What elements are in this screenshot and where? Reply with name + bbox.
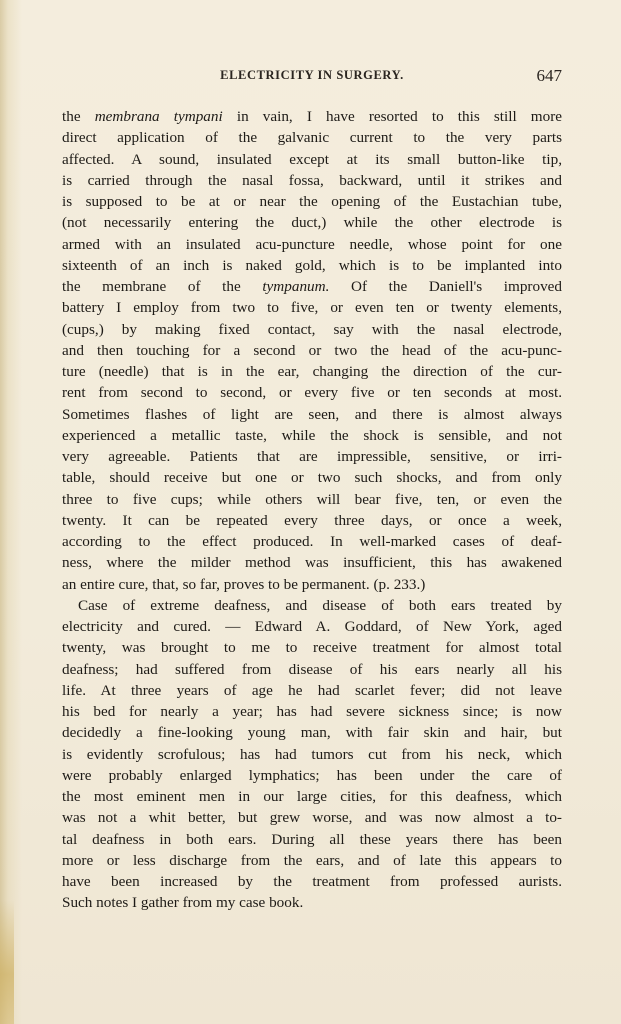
- running-head: [62, 66, 562, 88]
- paragraph: [62, 595, 562, 914]
- text-line: life. At three years of age he had scarlet fever; did not leave: [62, 681, 562, 699]
- italic-term: tympanum.: [262, 278, 330, 295]
- text-line: rent from second to second, or every five or ten seconds at most.: [62, 384, 562, 402]
- text-line: tal deafness in both ears. During all these years there has been: [62, 830, 562, 848]
- text-line: decidedly a fine-looking young man, with fair skin and hair, but: [62, 724, 562, 742]
- text-line: experienced a metallic taste, while the shock is sensible, and not: [62, 426, 562, 444]
- body-text: [62, 106, 562, 914]
- text-line: ture (needle) that is in the ear, changing the direction of the cur-: [62, 363, 562, 380]
- text-line: [62, 276, 562, 297]
- page-number: 647: [536, 66, 562, 85]
- text-line: armed with an insulated acu-puncture needle, whose point for one: [62, 235, 562, 253]
- text-line: Sometimes flashes of light are seen, and there is almost always: [62, 405, 562, 423]
- text-line: is evidently scrofulous; has had tumors cut from his neck, which: [62, 745, 562, 763]
- text-line: and then touching for a second or two the head of the acu-punc-: [62, 341, 562, 359]
- text-line: twenty, was brought to me to receive treatment for almost total: [62, 639, 562, 657]
- text-line: (not necessarily entering the duct,) while the other electrode is: [62, 214, 562, 232]
- text-line: is supposed to be at or near the opening of the Eustachian tube,: [62, 193, 562, 210]
- text-line: sixteenth of an inch is naked gold, which is to be implanted into: [62, 256, 562, 274]
- text-line: direct application of the galvanic current to the very parts: [62, 129, 562, 147]
- text-line: twenty. It can be repeated every three days, or once a week,: [62, 511, 562, 529]
- text-line: is carried through the nasal fossa, backward, until it strikes and: [62, 171, 562, 189]
- text-line: very agreeable. Patients that are impressible, sensitive, or irri-: [62, 448, 562, 465]
- text-line: battery I employ from two to five, or even ten or twenty elements,: [62, 299, 562, 317]
- text-line: [62, 106, 562, 127]
- italic-term: membrana tympani: [94, 108, 223, 125]
- text-line: more or less discharge from the ears, and of late this appears to: [62, 851, 562, 869]
- text-line: electricity and cured. — Edward A. Goddard, of New York, aged: [62, 618, 562, 635]
- text-line: was not a whit better, but grew worse, and was now almost a to-: [62, 809, 562, 827]
- text-segment: Of the Daniell's improved: [329, 278, 563, 295]
- text-line: table, should receive but one or two such shocks, and from only: [62, 469, 562, 487]
- text-line: have been increased by the treatment from professed aurists.: [62, 873, 562, 890]
- text-line: deafness; had suffered from disease of his ears nearly all his: [62, 660, 562, 678]
- text-segment: the membrane of the: [62, 278, 263, 295]
- text-line: according to the effect produced. In well-marked cases of deaf-: [62, 533, 562, 550]
- text-line: an entire cure, that, so far, proves to be permanent. (p. 233.): [62, 575, 426, 593]
- text-line: the most eminent men in our large cities, for this deafness, which: [62, 788, 562, 805]
- running-title: ELECTRICITY IN SURGERY.: [220, 68, 404, 82]
- text-segment: the: [62, 108, 95, 125]
- text-line: affected. A sound, insulated except at its small button-like tip,: [62, 150, 562, 168]
- text-line: were probably enlarged lymphatics; has been under the care of: [62, 766, 562, 784]
- text-line: ness, where the milder method was insufficient, this has awakened: [62, 554, 562, 572]
- text-line: three to five cups; while others will bear five, ten, or even the: [62, 490, 562, 508]
- text-line: his bed for nearly a year; has had severe sickness since; is now: [62, 703, 562, 720]
- page-edge-stain: [0, 900, 14, 1024]
- text-line: Such notes I gather from my case book.: [62, 894, 304, 912]
- text-segment: in vain, I have resorted to this still more: [222, 108, 562, 125]
- text-line: (cups,) by making fixed contact, say with the nasal electrode,: [62, 320, 562, 338]
- paragraph: [62, 106, 562, 595]
- text-line: Case of extreme deafness, and disease of both ears treated by: [78, 596, 562, 614]
